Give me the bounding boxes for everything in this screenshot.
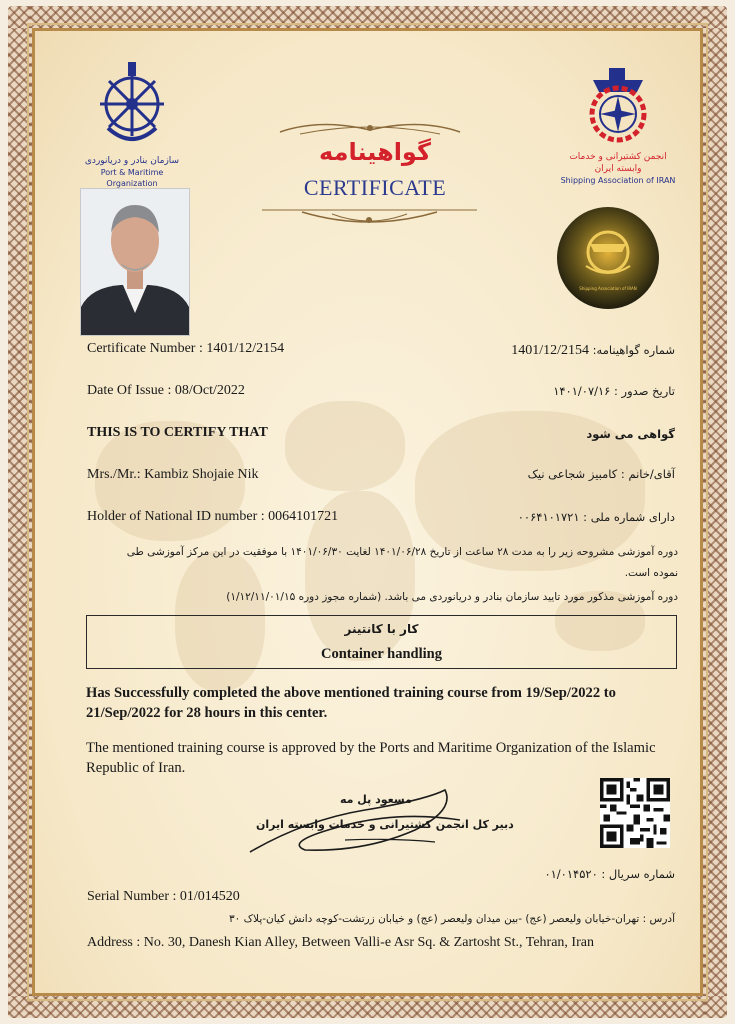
address-fa: آدرس : تهران-خیابان ولیعصر (عج) -بین میدان ولیعصر (عج) و خیابان زرتشت-کوچه دانش کیان-پلاک ۳۰ [229, 913, 675, 925]
national-id-en: Holder of National ID number : 0064101721 [87, 509, 339, 524]
seal-text: Shipping Association of IRAN [579, 286, 637, 291]
course-desc-fa-line2: نموده است. [624, 567, 678, 579]
shipping-association-seal [556, 206, 660, 310]
address-en: Address : No. 30, Danesh Kian Alley, Between Valli-e Asr Sq. & Zartosht St., Tehran, Iran [87, 935, 594, 950]
holder-name-en: Mrs./Mr.: Kambiz Shojaie Nik [87, 467, 259, 482]
course-name-en: Container handling [320, 646, 442, 662]
date-of-issue-en: Date Of Issue : 08/Oct/2022 [87, 383, 245, 398]
course-name-fa: کار با کانتینر [344, 622, 419, 636]
certificate-number-fa-value: 1401/12/2154 [511, 343, 589, 358]
port-logo-caption-en: Port & Maritime Organization [100, 168, 164, 188]
serial-number-en: Serial Number : 01/014520 [87, 889, 240, 904]
completion-statement: Has Successfully completed the above mentioned training course from 19/Sep/2022 to 21/Sep/2022 for 28 hours in this center. [86, 685, 616, 721]
certify-heading-fa: گواهی می شود [586, 427, 675, 441]
course-desc-fa-line3: دوره آموزشی مذکور مورد تایید سازمان بنادر و دریانوردی می باشد. (شماره مجوز دوره ۱/۱۲/۱۱/۰۱/۱۵) [226, 591, 678, 603]
certificate-number-fa [511, 343, 675, 359]
shipping-logo-caption-en: Shipping Association of IRAN [560, 176, 676, 185]
holder-name-fa: آقای/خانم : کامبیز شجاعی نیک [527, 467, 675, 481]
person-portrait-icon [81, 189, 189, 335]
qr-code[interactable] [600, 778, 670, 848]
national-id-fa: دارای شماره ملی : ۰۰۶۴۱۰۱۷۲۱ [517, 510, 675, 524]
course-desc-fa-line1: دوره آموزشی مشروحه زیر را به مدت ۲۸ ساعت از تاریخ ۱۴۰۱/۰۶/۲۸ لغایت ۱۴۰۱/۰۶/۳۰ با موفقیت در این مرکز آموزشی طی [126, 546, 678, 558]
certificate-number-en: Certificate Number : 1401/12/2154 [87, 341, 285, 356]
title-ornament-bottom [262, 202, 477, 230]
course-name-box [86, 615, 677, 669]
port-logo-caption-fa: سازمان بنادر و دریانوردی [84, 156, 180, 166]
ship-compass-icon [573, 58, 663, 146]
shipping-logo-caption-fa: انجمن کشتیرانی و خدمات وابسته ایران [569, 152, 667, 174]
signature-scribble [245, 780, 475, 860]
date-of-issue-fa: تاریخ صدور : ۱۴۰۱/۰۷/۱۶ [553, 384, 675, 398]
serial-number-fa: شماره سریال : ۰۱/۰۱۴۵۲۰ [544, 867, 675, 881]
certificate-number-fa-label: شماره گواهینامه: [592, 343, 675, 357]
hologram-seal-icon [556, 206, 660, 310]
holder-photo [80, 188, 190, 336]
certificate-title-en: CERTIFICATE [303, 175, 447, 200]
port-maritime-logo [82, 58, 182, 189]
signatory-title-fa: دبیر کل انجمن کشتیرانی و خدمات وابسته ایران [256, 818, 514, 831]
certificate-title-fa: گواهینامه [319, 138, 431, 166]
signatory-name-fa: مسعود پل مه [340, 793, 412, 806]
title-ornament-top [270, 118, 470, 138]
world-map-watermark-europe [285, 401, 405, 491]
shipping-association-logo [558, 58, 678, 186]
certify-heading-en: THIS IS TO CERTIFY THAT [87, 425, 268, 440]
anchor-wheel-icon [92, 58, 172, 150]
approval-statement: The mentioned training course is approved by the Ports and Maritime Organization of the Islamic Republic of Iran. [86, 740, 656, 776]
